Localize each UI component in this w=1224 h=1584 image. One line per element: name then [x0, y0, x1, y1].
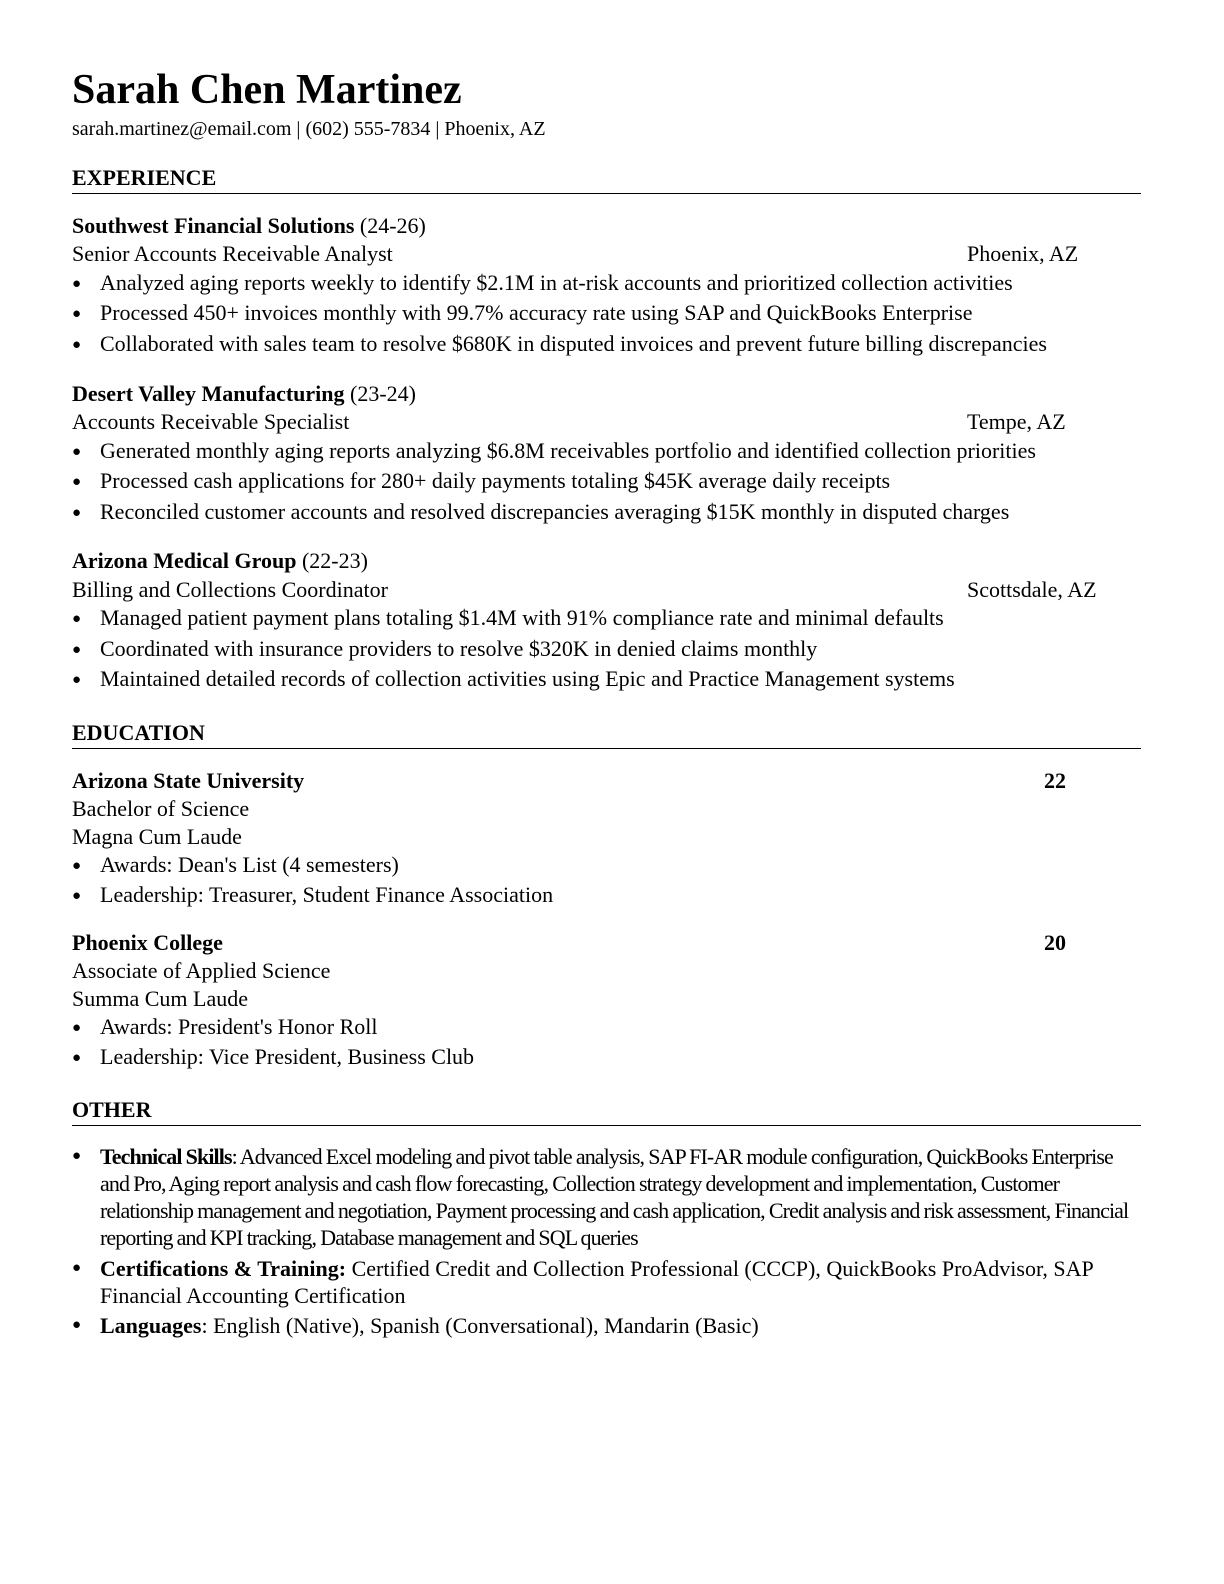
job-title: Accounts Receivable Specialist: [72, 409, 350, 434]
school-year: 22: [1044, 768, 1066, 793]
education-bullet: ● Leadership: Treasurer, Student Finance Association: [72, 882, 554, 907]
contact-line: sarah.martinez@email.com | (602) 555-7834 | Phoenix, AZ: [72, 118, 546, 140]
honor: Summa Cum Laude: [72, 986, 248, 1011]
degree: Associate of Applied Science: [72, 958, 331, 983]
school-name: Arizona State University: [72, 768, 305, 793]
job-bullet: ● Generated monthly aging reports analyzing $6.8M receivables portfolio and identified collection priorities: [72, 438, 1036, 463]
other-item-label: Technical Skills: [100, 1144, 232, 1169]
other-item-text: : English (Native), Spanish (Conversational), Mandarin (Basic): [201, 1313, 759, 1338]
school-year: 20: [1044, 930, 1066, 955]
section-heading-other: OTHER: [72, 1096, 1141, 1126]
job-location: Scottsdale, AZ: [967, 577, 1097, 602]
other-item-text: : Advanced Excel modeling and pivot table analysis, SAP FI-AR module configuration, QuickBooks Enterprise and Pro, Aging report analysis and cash flow forecasting, Collection strategy development and implementation, Customer relationship management and negotiation, Payment processing and cash application, Credit analysis and risk assessment, Financial reporting and KPI tracking, Database management and SQL queries: [100, 1144, 1129, 1250]
job-header: [72, 212, 426, 240]
job-location: Phoenix, AZ: [967, 241, 1079, 266]
education-bullet: ● Awards: Dean's List (4 semesters): [72, 852, 399, 877]
section-heading-education: EDUCATION: [72, 719, 1141, 749]
job-dates: (24-26): [359, 213, 426, 238]
honor: Magna Cum Laude: [72, 824, 242, 849]
job-header: [72, 380, 416, 408]
job-dates: (22-23): [301, 548, 368, 573]
company-name: Southwest Financial Solutions: [72, 213, 355, 238]
company-name: Arizona Medical Group: [72, 548, 297, 573]
degree: Bachelor of Science: [72, 796, 250, 821]
section-heading-experience: EXPERIENCE: [72, 164, 1141, 194]
job-header: [72, 547, 368, 575]
other-item-label: Languages: [100, 1313, 202, 1338]
education-bullet: ● Awards: President's Honor Roll: [72, 1014, 378, 1039]
job-bullet: ● Maintained detailed records of collection activities using Epic and Practice Management systems: [72, 666, 955, 691]
job-bullet: ● Analyzed aging reports weekly to identify $2.1M in at-risk accounts and prioritized collection activities: [72, 270, 1013, 295]
job-dates: (23-24): [350, 381, 417, 406]
job-bullet: ● Reconciled customer accounts and resolved discrepancies averaging $15K monthly in disputed charges: [72, 499, 1010, 524]
other-item-languages: ● Languages: English (Native), Spanish (Conversational), Mandarin (Basic): [72, 1313, 759, 1338]
candidate-name: Sarah Chen Martinez: [72, 67, 462, 113]
company-name: Desert Valley Manufacturing: [72, 381, 345, 406]
other-item-label: Certifications & Training:: [100, 1256, 347, 1281]
job-title: Senior Accounts Receivable Analyst: [72, 241, 393, 266]
job-bullet: ● Managed patient payment plans totaling $1.4M with 91% compliance rate and minimal defaults: [72, 605, 944, 630]
school-name: Phoenix College: [72, 930, 223, 955]
other-item-technical-skills: ● Technical Skills: Advanced Excel modeling and pivot table analysis, SAP FI-AR module configuration, QuickBooks Enterprise and Pro, Aging report analysis and cash flow forecasting, Collection strategy development and implementation, Customer relationship management and negotiation, Payment processing and cash application, Credit analysis and risk assessment, Financial reporting and KPI tracking, Database management and SQL queries: [72, 1144, 1129, 1250]
job-title: Billing and Collections Coordinator: [72, 577, 388, 602]
job-location: Tempe, AZ: [967, 409, 1066, 434]
job-bullet: ● Coordinated with insurance providers to resolve $320K in denied claims monthly: [72, 636, 818, 661]
other-item-certifications: ● Certifications & Training: Certified Credit and Collection Professional (CCCP), QuickBooks ProAdvisor, SAP Financial Accounting Certification: [72, 1256, 1093, 1308]
other-item-text: Certified Credit and Collection Professional (CCCP), QuickBooks ProAdvisor, SAP Financial Accounting Certification: [100, 1256, 1093, 1308]
job-bullet: ● Processed cash applications for 280+ daily payments totaling $45K average daily receipts: [72, 468, 891, 493]
job-bullet: ● Processed 450+ invoices monthly with 99.7% accuracy rate using SAP and QuickBooks Enterprise: [72, 300, 973, 325]
job-bullet: ● Collaborated with sales team to resolve $680K in disputed invoices and prevent future billing discrepancies: [72, 331, 1047, 356]
education-bullet: ● Leadership: Vice President, Business Club: [72, 1044, 475, 1069]
